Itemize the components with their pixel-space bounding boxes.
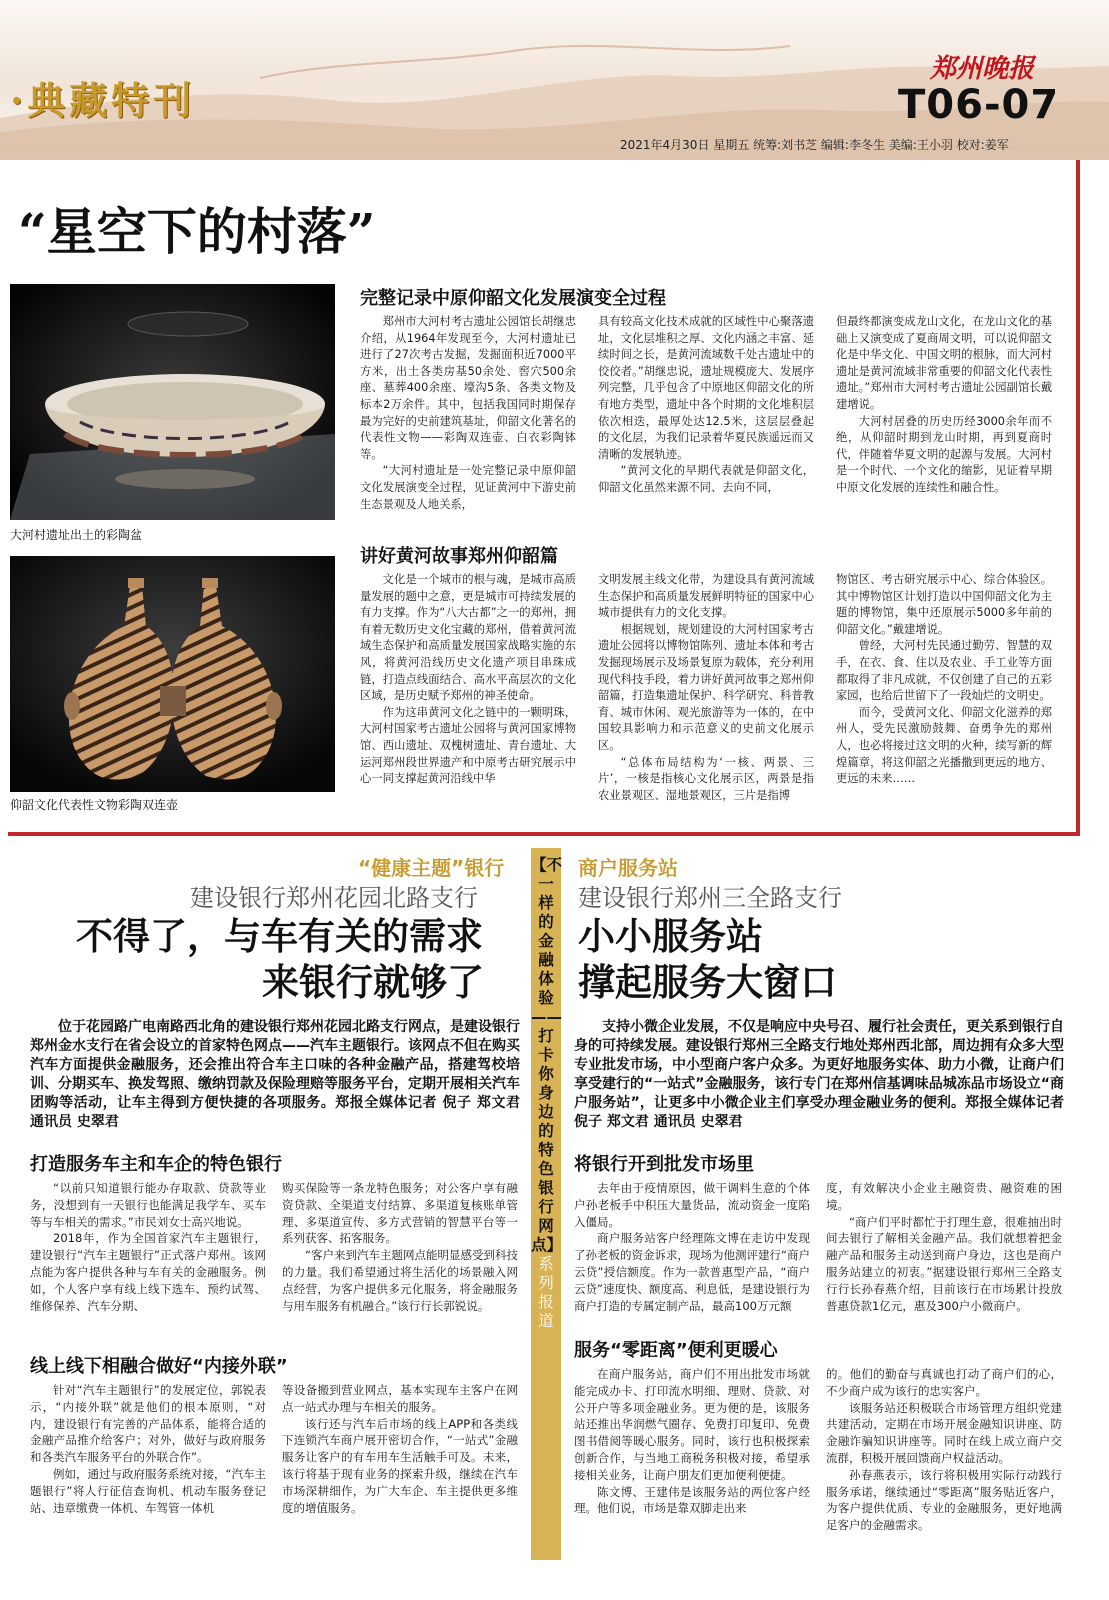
- paragraph: 针对“汽车主题银行”的发展定位，郭锐表示，“内接外联”就是他们的根本原则，“对内，建设银行有完善的产品体系，能将合适的金融产品推介给客户；对外，做好与政府服务和各类汽车服务平台的外联合作”。: [30, 1383, 266, 1465]
- section2-column-1: [360, 572, 576, 820]
- right-sub2-column-2: [826, 1366, 1062, 1554]
- series-title: 【不一样的金融体验——打卡你身边的特色银行网点】: [531, 856, 563, 1254]
- left-sub2-column-2: [282, 1382, 518, 1554]
- paragraph: “黄河文化的早期代表就是仰韶文化，仰韶文化虽然来源不同、去向不同，: [598, 464, 814, 494]
- paragraph: 陈文博、王建伟是该服务站的两位客户经理。他们说，市场是靠双脚走出来: [574, 1484, 810, 1516]
- lead-paragraph: 位于花园路广电南路西北角的建设银行郑州花园北路支行网点，是建设银行郑州金水支行在省会设立的首家特色网点——汽车主题银行。该网点不但在购买汽车方面提供金融服务，还会推出符合车主口味的各种金融产品，搭建驾校培训、分期买车、换发驾照、缴纳罚款及保险理赔等服务平台，定期开展相关汽车团购等活动，让车主得到方便快捷的各项服务。郑报全媒体记者 倪子 郑文君 通讯员 史翠君: [30, 1019, 520, 1130]
- page-number: T06-07: [898, 82, 1060, 128]
- right-branch-name: 建设银行郑州三全路支行: [578, 884, 842, 912]
- paragraph: 在商户服务站，商户们不用出批发市场就能完成办卡、打印流水明细、理财、贷款、对公开户等多项金融业务。更为便的是，该服务站还推出华润燃气圈存、免费打印复印、免费图书借阅等暖心服务。同时，该行也积极探索创新合作，与当地工商税务积极对接，希望承接相关业务，让商户朋友们更加便利便捷。: [574, 1367, 810, 1482]
- right-sub2-column-1: [574, 1366, 810, 1554]
- paragraph: 大河村居叠的历史历经3000余年而不绝，从仰韶时期到龙山时期，再到夏商时代，伴随着华夏文明的起源与发展。大河村是一个时代、一个文化的缩影，见证着早期中原文化发展的连续性和融合性。: [836, 414, 1052, 494]
- paragraph: 该服务站还积极联合市场管理方组织党建共建活动，定期在市场开展金融知识讲座、防金融诈骗知识讲座等。同时在线上成立商户交流群，积极开展回馈商户权益活动。: [826, 1400, 1062, 1465]
- section1-column-3: [836, 314, 1052, 526]
- left-kicker: “健康主题”银行: [358, 856, 505, 880]
- paragraph: 曾经，大河村先民通过勤劳、智慧的双手，在衣、食、住以及农业、手工业等方面都取得了非凡成就，不仅创建了自己的五彩家园，也给后世留下了一段灿烂的文明史。: [836, 639, 1052, 703]
- right-sub2-title: 服务“零距离”便利更暖心: [574, 1340, 778, 1361]
- paragraph: 商户服务站客户经理陈文博在走访中发现了孙老板的资金诉求，现场为他测评建行“商户云贷”授信额度。作为一款普惠型产品，“商户云贷”速度快、额度高、利息低，是建设银行为商户打造的专属定制产品，最高100万元额: [574, 1231, 810, 1313]
- paragraph: 度，有效解决小企业主融资贵、融资难的困境。: [826, 1181, 1062, 1212]
- series-band-label: [531, 856, 561, 1331]
- left-sub1-title: 打造服务车主和车企的特色银行: [30, 1154, 282, 1175]
- right-sub1-column-1: [574, 1180, 810, 1338]
- section2-column-3: [836, 572, 1052, 820]
- column-name: ·典藏特刊: [10, 78, 196, 123]
- section2-column-2: [598, 572, 814, 820]
- paragraph: 但最终都演变成龙山文化，在龙山文化的基础上又演变成了夏商周文明，可以说仰韶文化是中华文化、中国文明的根脉，而大河村遗址是黄河流域非常重要的仰韶文化代表性遗址。”郑州市大河村考古遗址公园副馆长戴建增说。: [836, 315, 1052, 411]
- feature-headline: “星空下的村落”: [18, 202, 376, 261]
- left-sub2-title: 线上线下相融合做好“内接外联”: [30, 1356, 288, 1377]
- issue-meta: 2021年4月30日 星期五 统筹:刘书芝 编辑:李冬生 美编:王小羽 校对:姜军: [620, 138, 1009, 152]
- paragraph: 该行还与汽车后市场的线上APP和各类线下连锁汽车商户展开密切合作，“一站式”金融服务让客户的有车用车生活触手可及。未来，该行将基于现有业务的探索升级，继续在汽车市场深耕细作，为广大车企、车主提供更多维度的增值服务。: [282, 1416, 518, 1515]
- lead-paragraph: 支持小微企业发展，不仅是响应中央号召、履行社会责任，更关系到银行自身的可持续发展。建设银行郑州三全路支行地处郑州西北部，周边拥有众多大型专业批发市场，中小型商户客户众多。为更好地服务实体、助力小微，让商户们享受建行的“一站式”金融服务，该行专门在郑州信基调味品城冻品市场设立“商户服务站”，让更多中小微企业主们享受办理金融业务的便利。郑报全媒体记者 倪子 郑文君 通讯员 史翠君: [574, 1019, 1064, 1130]
- right-sub1-title: 将银行开到批发市场里: [574, 1154, 754, 1175]
- paragraph: “以前只知道银行能办存取款、贷款等业务，没想到有一天银行也能满足我学车、买车等与车相关的需求。”市民刘女士高兴地说。: [30, 1181, 266, 1229]
- section2-title: 讲好黄河故事郑州仰韶篇: [360, 546, 558, 567]
- paragraph: “商户们平时都忙于打理生意，很难抽出时间去银行了解相关金融产品。我们就想着把金融产品和服务主动送到商户身边，这也是商户服务站建立的初衷。”据建设银行郑州三全路支行行长孙春燕介绍，目前该行在市场累计投放普惠贷款1亿元，惠及300户小微商户。: [826, 1214, 1062, 1313]
- left-lead: [30, 1018, 520, 1134]
- photo1-caption: 大河村遗址出土的彩陶盆: [10, 528, 143, 542]
- left-sub2-column-1: [30, 1382, 266, 1554]
- paragraph: 的。他们的勤奋与真诚也打动了商户们的心，不少商户成为该行的忠实客户。: [826, 1367, 1062, 1398]
- right-sub1-column-2: [826, 1180, 1062, 1338]
- paragraph: 等设备搬到营业网点，基本实现车主客户在网点一站式办理与车相关的服务。: [282, 1383, 518, 1414]
- double-jar-illustration: [10, 556, 335, 792]
- left-branch-name: 建设银行郑州花园北路支行: [190, 884, 478, 912]
- paragraph: 郑州市大河村考古遗址公园馆长胡继忠介绍，从1964年发现至今，大河村遗址已进行了27次考古发掘，发掘面积近7000平方米，出土各类房基50余处、窖穴500余座、墓葬400余座、壕沟5条、各类文物及标本2万余件。其中，包括我国同时期保存最为完好的史前建筑基址，仰韶文化著名的代表性文物——彩陶双连壶、白衣彩陶钵等。: [360, 315, 576, 461]
- section1-column-1: [360, 314, 576, 526]
- paragraph: 具有较高文化技术成就的区域性中心聚落遗址，文化层堆积之厚、文化内涵之丰富、延续时间之长，是黄河流域数千处古遗址中的佼佼者。”胡继忠说，遗址规模庞大、发展序列完整，几乎包含了中原地区仰韶文化的所有地方类型，遗址中各个时期的文化堆积层依次相迭，最厚处达12.5米，这层层叠起的文化层，为我们记录着华夏民族遥远而又清晰的发展轨迹。: [598, 315, 814, 461]
- paragraph: 购买保险等一条龙特色服务；对公客户享有融资贷款、全渠道支付结算、多渠道复核账单管理、多渠道宣传、多方式营销的智慧平台等一系列获客、拓客服务。: [282, 1181, 518, 1246]
- paragraph: 而今，受黄河文化、仰韶文化滋养的郑州人，受先民激励鼓舞、奋勇争先的郑州人，也必将接过这文明的火种，续写新的辉煌篇章，将这仰韶之光播撒到更远的地方、更远的未来……: [836, 705, 1052, 786]
- paragraph: “大河村遗址是一处完整记录中原仰韶文化发展演变全过程，见证黄河中下游史前生态景观及人地关系，: [360, 464, 576, 511]
- section1-column-2: [598, 314, 814, 526]
- paragraph: “客户来到汽车主题网点能明显感受到科技的力量。我们希望通过将生活化的场景融入网点经营，为客户提供多元化服务，将金融服务与用车服务有机融合。”该行行长郭锐说。: [282, 1248, 518, 1313]
- series-subtitle: 系列报道: [538, 1255, 554, 1330]
- paragraph: 文明发展主线文化带，为建设具有黄河流域生态保护和高质量发展鲜明特征的国家中心城市提供有力的文化支撑。: [598, 573, 814, 620]
- paragraph: 去年由于疫情原因，做干调料生意的个体户孙老板手中积压大量货品，流动资金一度陷入僵局。: [574, 1181, 810, 1229]
- right-kicker: 商户服务站: [578, 856, 678, 880]
- right-headline-line2: 撑起服务大窗口: [578, 960, 837, 1004]
- paragraph: “总体布局结构为‘一核、两景、三片’，一核是指核心文化展示区，两景是指农业景观区、湿地景观区，三片是指博: [598, 755, 814, 802]
- right-headline-line1: 小小服务站: [578, 914, 763, 958]
- pottery-basin-illustration: [10, 284, 335, 520]
- paragraph: 孙春燕表示，该行将积极用实际行动践行服务承诺，继续通过“零距离”服务贴近客户，为客户提供优质、专业的金融服务，更好地满足客户的金融需求。: [826, 1467, 1062, 1533]
- left-sub1-column-1: [30, 1180, 266, 1338]
- paragraph: 物馆区、考古研究展示中心、综合体验区。其中博物馆区计划打造以中国仰韶文化为主题的博物馆，集中还原展示5000多年前的仰韶文化。”戴建增说。: [836, 573, 1052, 636]
- left-headline-line2: 来银行就够了: [262, 960, 484, 1004]
- paragraph: 2018年，作为全国首家汽车主题银行，建设银行“汽车主题银行”正式落户郑州。该网点能为客户提供各种与车有关的金融服务。例如，个人客户享有线上线下选车、预约试驾、维修保养、汽车分期、: [30, 1231, 266, 1313]
- left-sub1-column-2: [282, 1180, 518, 1338]
- section1-title: 完整记录中原仰韶文化发展演变全过程: [360, 288, 666, 309]
- paragraph: 文化是一个城市的根与魂，是城市高质量发展的题中之意，更是城市可持续发展的有力支撑。作为“八大古都”之一的郑州，拥有着无数历史文化宝藏的郑州，借着黄河流域生态保护和高质量发展国家战略实施的东风，将黄河沿线历史文化遗产项目串珠成链，打造点线面结合、高水平高层次的文化区域，是历史赋予郑州的神圣使命。: [360, 573, 576, 703]
- pottery-basin-photo: [10, 284, 335, 520]
- paragraph: 作为这串黄河文化之链中的一颗明珠，大河村国家考古遗址公园将与黄河国家博物馆、西山遗址、双槐树遗址、青台遗址、大运河郑州段世界遗产和中原考古研究展示中心一同支撑起黄河沿线中华: [360, 705, 576, 786]
- paragraph: 根据规划，规划建设的大河村国家考古遗址公园将以博物馆陈列、遗址本体和考古发掘现场展示及场景复原为载体，充分利用现代科技手段，着力讲好黄河故事之郑州仰韶篇，打造集遗址保护、科学研究、科普教育、城市休闲、观光旅游等为一体的，在中国较具影响力和示范意义的史前文化展示区。: [598, 622, 814, 752]
- right-lead: [574, 1018, 1064, 1134]
- newspaper-logo: 郑州晚报: [930, 54, 1035, 84]
- double-jar-photo: [10, 556, 335, 792]
- left-headline-line1: 不得了，与车有关的需求: [76, 914, 483, 958]
- photo2-caption: 仰韶文化代表性文物彩陶双连壶: [10, 798, 179, 812]
- paragraph: 例如，通过与政府服务系统对接，“汽车主题银行”将人行征信查询机、机动车服务登记站、违章缴费一体机、车驾管一体机: [30, 1466, 266, 1515]
